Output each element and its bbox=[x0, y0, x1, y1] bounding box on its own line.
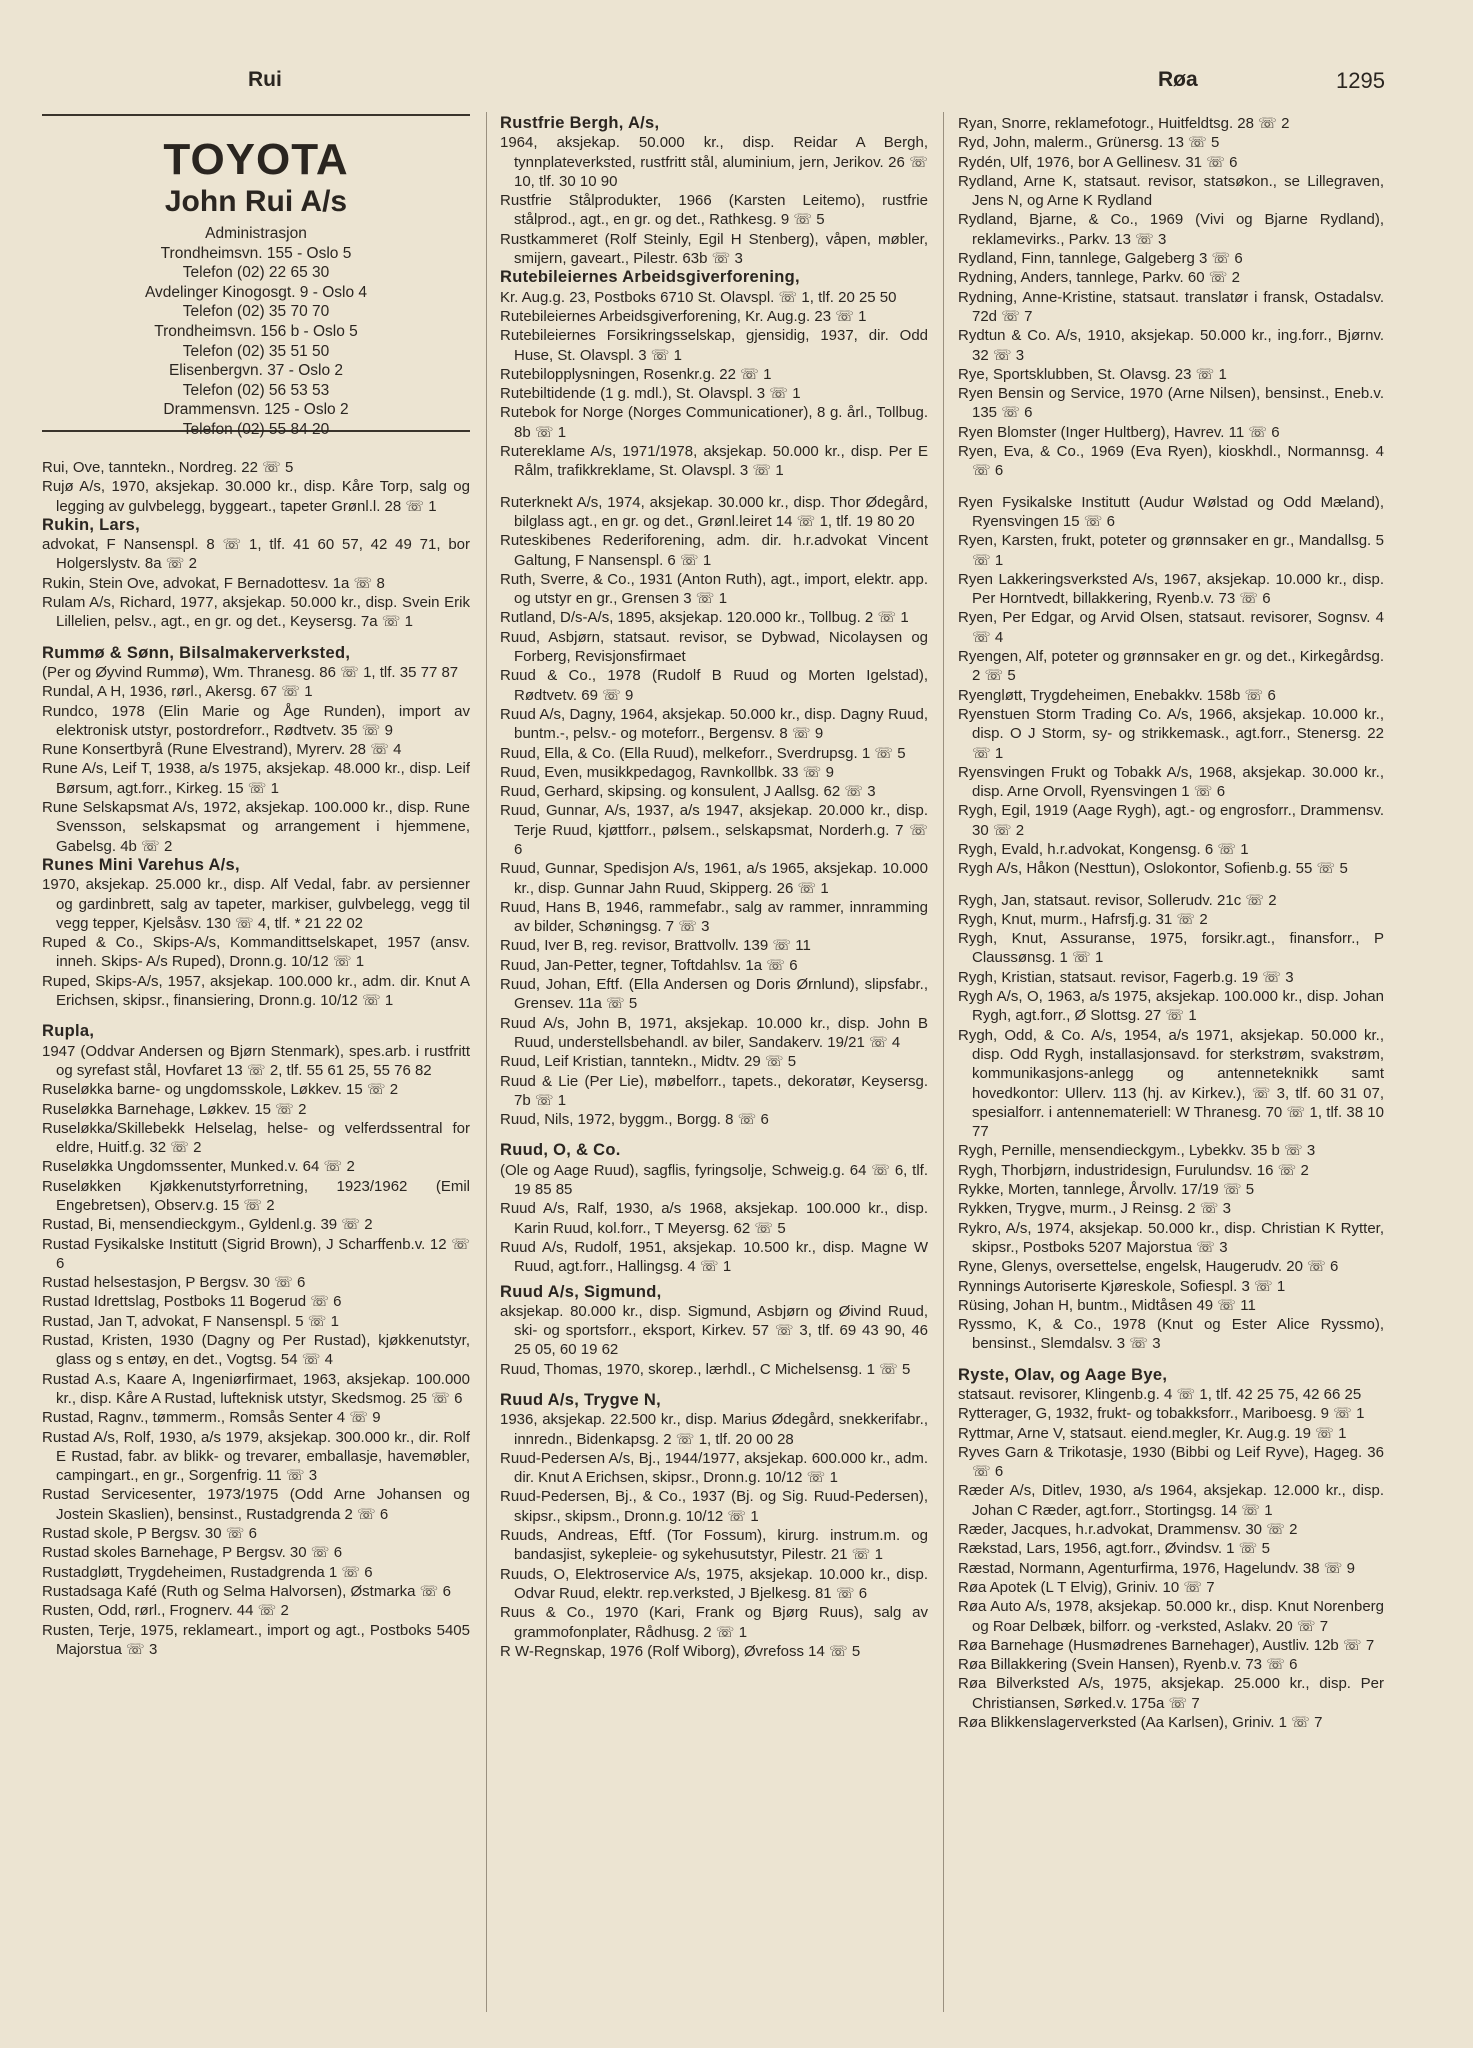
directory-entry: Ruseløkka Ungdomssenter, Munked.v. 64 ☏ 2 bbox=[42, 1158, 355, 1176]
directory-entry: 1964, aksjekap. 50.000 kr., disp. Reidar A Bergh, tynnplateverksted, rustfritt stål, aluminium, jern, Jerikov. 26 ☏ 10, tlf. 30 10 90 bbox=[500, 134, 928, 190]
directory-entry: Rukin, Stein Ove, advokat, F Bernadottesv. 1a ☏ 8 bbox=[42, 574, 385, 592]
directory-entry: Ruseløkka Barnehage, Løkkev. 15 ☏ 2 bbox=[42, 1100, 307, 1118]
directory-entry: Rustfrie Stålprodukter, 1966 (Karsten Leitemo), rustfrie stålprod., agt., en gr. og det., Rathkesg. 9 ☏ 5 bbox=[500, 192, 928, 229]
entry-spacer bbox=[500, 481, 928, 493]
entry-spacer bbox=[500, 1379, 928, 1391]
entry-spacer bbox=[958, 879, 1384, 891]
directory-entry: Ruterknekt A/s, 1974, aksjekap. 30.000 kr., disp. Thor Ødegård, bilglass agt., en gr. og det., Grønl.leiret 14 ☏ 1, tlf. 19 80 20 bbox=[500, 493, 928, 530]
directory-entry: Rykke, Morten, tannlege, Årvollv. 17/19 ☏ 5 bbox=[958, 1181, 1255, 1199]
directory-entry: Røa Auto A/s, 1978, aksjekap. 50.000 kr., disp. Knut Norenberg og Roar Delbæk, bilforr. og -verksted, Aslakv. 20 ☏ 7 bbox=[958, 1598, 1384, 1635]
directory-entry: Ryne, Glenys, oversettelse, engelsk, Haugerudv. 20 ☏ 6 bbox=[958, 1258, 1339, 1276]
directory-entry: Rygh, Jan, statsaut. revisor, Sollerudv. 21c ☏ 2 bbox=[958, 891, 1277, 909]
directory-entry: Ruuds, O, Elektroservice A/s, 1975, aksjekap. 10.000 kr., disp. Odvar Ruud, elektr. rep.verksted, J Bjelkesg. 81 ☏ 6 bbox=[500, 1565, 928, 1602]
directory-entry: Rujø A/s, 1970, aksjekap. 30.000 kr., disp. Kåre Torp, salg og legging av gulvbelegg, byggeart., tapeter Grønl.l. 28 ☏ 1 bbox=[42, 478, 470, 515]
directory-entry: Ruud-Pedersen A/s, Bj., 1944/1977, aksjekap. 600.000 kr., adm. dir. Knut A Erichsen, skipsr., Dronn.g. 10/12 ☏ 1 bbox=[500, 1449, 928, 1487]
directory-entry: Rustad A/s, Rolf, 1930, a/s 1979, aksjekap. 300.000 kr., dir. Rolf E Rustad, fabr. av blikk- og trevarer, emballasje, havemøbler, campingart., en gr., Sorgenfrig. 11 ☏ 3 bbox=[42, 1428, 470, 1485]
directory-entry: Rulam A/s, Richard, 1977, aksjekap. 50.000 kr., disp. Svein Erik Lillelien, pelsv., agt., en gr. og det., Keysersg. 7a ☏ 1 bbox=[42, 594, 470, 631]
directory-heading: Rukin, Lars, bbox=[42, 515, 141, 534]
directory-entry: Rydtun & Co. A/s, 1910, aksjekap. 50.000 kr., ing.forr., Bjørnv. 32 ☏ 3 bbox=[958, 327, 1384, 364]
directory-entry: Rydning, Anders, tannlege, Parkv. 60 ☏ 2 bbox=[958, 269, 1240, 287]
directory-entry: 1970, aksjekap. 25.000 kr., disp. Alf Vedal, fabr. av persienner og gardinbrett, salg av tapeter, markiser, gulvbelegg, vegg til vegg tepper, Kjelsåsv. 130 ☏ 4, tlf. * 21 22 02 bbox=[42, 876, 470, 932]
directory-entry: Ruud, Asbjørn, statsaut. revisor, se Dybwad, Nicolaysen og Forberg, Revisjonsfirmaet bbox=[500, 628, 928, 666]
entry-spacer bbox=[958, 481, 1384, 493]
directory-entry: Røa Blikkenslagerverksted (Aa Karlsen), Griniv. 1 ☏ 7 bbox=[958, 1714, 1323, 1732]
ad-line: Telefon (02) 35 70 70 bbox=[182, 303, 330, 321]
directory-entry: Rutebileiernes Forsikringsselskap, gjensidig, 1937, dir. Odd Huse, St. Olavspl. 3 ☏ 1 bbox=[500, 327, 928, 364]
directory-entry: Rusten, Terje, 1975, reklameart., import og agt., Postboks 5405 Majorstua ☏ 3 bbox=[42, 1621, 470, 1658]
directory-entry: R W-Regnskap, 1976 (Rolf Wiborg), Øvrefoss 14 ☏ 5 bbox=[500, 1642, 861, 1660]
column-divider bbox=[943, 112, 944, 2012]
directory-entry: Rækstad, Lars, 1956, agt.forr., Øvindsv. 1 ☏ 5 bbox=[958, 1540, 1270, 1558]
directory-entry: Ruud, Gunnar, A/s, 1937, a/s 1947, aksjekap. 20.000 kr., disp. Terje Ruud, kjøttforr., pølsem., selskapsmat, Norderh.g. 7 ☏ 6 bbox=[500, 802, 928, 858]
directory-entry: Rytterager, G, 1932, frukt- og tobakksforr., Mariboesg. 9 ☏ 1 bbox=[958, 1405, 1365, 1423]
directory-entry: Rutebileiernes Arbeidsgiverforening, Kr. Aug.g. 23 ☏ 1 bbox=[500, 307, 867, 325]
directory-entry: Rygh, Thorbjørn, industridesign, Furulundsv. 16 ☏ 2 bbox=[958, 1161, 1309, 1179]
directory-entry: Ruped & Co., Skips-A/s, Kommandittselskapet, 1957 (ansv. inneh. Skips- A/s Ruped), Dronn.g. 10/12 ☏ 1 bbox=[42, 934, 470, 971]
directory-entry: Ryen Blomster (Inger Hultberg), Havrev. 11 ☏ 6 bbox=[958, 423, 1280, 441]
directory-entry: Ruud, Thomas, 1970, skorep., lærhdl., C Michelsensg. 1 ☏ 5 bbox=[500, 1360, 911, 1378]
ad-line: Telefon (02) 22 65 30 bbox=[182, 264, 330, 282]
directory-entry: Rygh, Pernille, mensendieckgym., Lybekkv. 35 b ☏ 3 bbox=[958, 1142, 1316, 1160]
directory-entry: 1936, aksjekap. 22.500 kr., disp. Marius Ødegård, snekkerifabr., innredn., Bidenkapsg. 2 ☏ 1, tlf. 20 00 28 bbox=[500, 1411, 928, 1448]
column-2-entries bbox=[500, 114, 928, 1661]
directory-entry: Rustad helsestasjon, P Bergsv. 30 ☏ 6 bbox=[42, 1274, 306, 1292]
entry-spacer bbox=[42, 1010, 470, 1022]
directory-entry: 1947 (Oddvar Andersen og Bjørn Stenmark), spes.arb. i rustfritt og syrefast stål, Hovfaret 13 ☏ 2, tlf. 55 61 25, 55 76 82 bbox=[42, 1042, 470, 1079]
directory-entry: (Per og Øyvind Rummø), Wm. Thranesg. 86 ☏ 1, tlf. 35 77 87 bbox=[42, 663, 459, 681]
directory-entry: Ryen Lakkeringsverksted A/s, 1967, aksjekap. 10.000 kr., disp. Per Horntvedt, billakkering, Ryenb.v. 73 ☏ 6 bbox=[958, 570, 1384, 608]
directory-entry: Rygh, Odd, & Co. A/s, 1954, a/s 1971, aksjekap. 50.000 kr., disp. Odd Rygh, installasjonsavd. for sterkstrøm, svakstrøm, kommunikasjons-anlegg og antenneteknikk samt hovedkontor: Ullerv. 113 (hj. av Kirkev.), ☏ 3, tlf. 60 31 07, spesialforr. i antennemateriell: W Thranesg. 70 ☏ 1, tlf. 38 10 77 bbox=[958, 1026, 1384, 1141]
directory-entry: Rüsing, Johan H, buntm., Midtåsen 49 ☏ 11 bbox=[958, 1296, 1256, 1314]
directory-entry: aksjekap. 80.000 kr., disp. Sigmund, Asbjørn og Øivind Ruud, ski- og sportsforr., eksport, Kirkev. 57 ☏ 3, tlf. 69 43 90, 46 25 05, 60 19 62 bbox=[500, 1302, 928, 1359]
entry-spacer bbox=[500, 1129, 928, 1141]
directory-entry: Rustad, Ragnv., tømmerm., Romsås Senter 4 ☏ 9 bbox=[42, 1409, 381, 1427]
entry-spacer bbox=[958, 1354, 1384, 1366]
column-divider bbox=[486, 112, 487, 2012]
directory-entry: Rusten, Odd, rørl., Frognerv. 44 ☏ 2 bbox=[42, 1602, 289, 1620]
directory-entry: Ruud, Nils, 1972, byggm., Borgg. 8 ☏ 6 bbox=[500, 1111, 769, 1129]
column-1-entries bbox=[42, 458, 470, 1659]
directory-entry: Ryd, John, malerm., Grünersg. 13 ☏ 5 bbox=[958, 134, 1220, 152]
directory-entry: Ruud & Co., 1978 (Rudolf B Ruud og Morten Igelstad), Rødtvetv. 69 ☏ 9 bbox=[500, 667, 928, 704]
directory-entry: Røa Apotek (L T Elvig), Griniv. 10 ☏ 7 bbox=[958, 1578, 1215, 1596]
entry-spacer bbox=[42, 632, 470, 644]
directory-entry: Ruud-Pedersen, Bj., & Co., 1937 (Bj. og Sig. Ruud-Pedersen), skipsr., skipsm., Dronn.g. 10/12 ☏ 1 bbox=[500, 1488, 928, 1525]
toyota-advertisement bbox=[42, 114, 470, 438]
directory-entry: Rutebok for Norge (Norges Communicationer), 8 g. årl., Tollbug. 8b ☏ 1 bbox=[500, 404, 928, 441]
page-number: 1295 bbox=[1336, 68, 1385, 93]
directory-entry: Rundco, 1978 (Elin Marie og Åge Runden), import av elektronisk utstyr, postordreforr., Rødtvetv. 35 ☏ 9 bbox=[42, 702, 470, 739]
directory-entry: Kr. Aug.g. 23, Postboks 6710 St. Olavspl. ☏ 1, tlf. 20 25 50 bbox=[500, 288, 897, 306]
directory-entry: Rustkammeret (Rolf Steinly, Egil H Stenberg), våpen, møbler, smijern, gaveart., Pilestr. 63b ☏ 3 bbox=[500, 230, 928, 268]
directory-entry: Ruus & Co., 1970 (Kari, Frank og Bjørg Ruus), salg av grammofonplater, Rådhusg. 2 ☏ 1 bbox=[500, 1604, 928, 1641]
directory-entry: Rydén, Ulf, 1976, bor A Gellinesv. 31 ☏ 6 bbox=[958, 153, 1238, 171]
column-3 bbox=[958, 114, 1384, 1994]
directory-entry: Ryen Fysikalske Institutt (Audur Wølstad og Odd Mæland), Ryensvingen 15 ☏ 6 bbox=[958, 493, 1384, 530]
ad-line: Trondheimsvn. 156 b - Oslo 5 bbox=[154, 322, 358, 340]
directory-entry: Ruud, Gerhard, skipsing. og konsulent, J Aallsg. 62 ☏ 3 bbox=[500, 783, 876, 801]
directory-entry: Rustad skoles Barnehage, P Bergsv. 30 ☏ 6 bbox=[42, 1544, 343, 1562]
directory-heading: Ruud, O, & Co. bbox=[500, 1141, 621, 1160]
directory-entry: Rydland, Arne K, statsaut. revisor, statsøkon., se Lillegraven, Jens N, og Arne K Rydland bbox=[958, 172, 1384, 210]
ad-line: Elisenbergvn. 37 - Oslo 2 bbox=[168, 362, 344, 380]
directory-entry: Ryves Garn & Trikotasje, 1930 (Bibbi og Leif Ryve), Hageg. 36 ☏ 6 bbox=[958, 1443, 1384, 1481]
directory-entry: Ruuds, Andreas, Eftf. (Tor Fossum), kirurg. instrum.m. og bandasjist, sykepleie- og sykehusutstyr, Pilestr. 21 ☏ 1 bbox=[500, 1527, 928, 1564]
directory-entry: Ryssmo, K, & Co., 1978 (Knut og Ester Alice Ryssmo), bensinst., Slemdalsv. 3 ☏ 3 bbox=[958, 1316, 1384, 1353]
directory-entry: Ruseløkken Kjøkkenutstyrforretning, 1923/1962 (Emil Engebretsen), Observ.g. 15 ☏ 2 bbox=[42, 1177, 470, 1214]
ad-line: Telefon (02) 56 53 53 bbox=[182, 381, 330, 399]
header-left-word: Rui bbox=[248, 68, 282, 91]
directory-entry: Rydning, Anne-Kristine, statsaut. translatør i fransk, Ostadalsv. 72d ☏ 7 bbox=[958, 288, 1384, 325]
directory-entry: Ræder A/s, Ditlev, 1930, a/s 1964, aksjekap. 12.000 kr., disp. Johan C Ræder, agt.forr., Stortingsg. 14 ☏ 1 bbox=[958, 1482, 1384, 1519]
directory-entry: Ruud, Leif Kristian, tanntekn., Midtv. 29 ☏ 5 bbox=[500, 1053, 797, 1071]
directory-entry: Ryensvingen Frukt og Tobakk A/s, 1968, aksjekap. 30.000 kr., disp. Arne Orvoll, Ryensvingen 1 ☏ 6 bbox=[958, 763, 1384, 801]
directory-entry: Rustadsaga Kafé (Ruth og Selma Halvorsen), Østmarka ☏ 6 bbox=[42, 1582, 451, 1600]
directory-entry: Rutebiltidende (1 g. mdl.), St. Olavspl. 3 ☏ 1 bbox=[500, 385, 801, 403]
directory-entry: Ryan, Snorre, reklamefotogr., Huitfeldtsg. 28 ☏ 2 bbox=[958, 115, 1290, 132]
directory-entry: Rygh A/s, Håkon (Nesttun), Oslokontor, Sofienb.g. 55 ☏ 5 bbox=[958, 860, 1348, 878]
directory-entry: Ruud, Even, musikkpedagog, Ravnkollbk. 33 ☏ 9 bbox=[500, 763, 834, 781]
directory-entry: Rundal, A H, 1936, rørl., Akersg. 67 ☏ 1 bbox=[42, 683, 313, 701]
directory-entry: Rygh, Evald, h.r.advokat, Kongensg. 6 ☏ 1 bbox=[958, 840, 1249, 858]
column-1 bbox=[42, 114, 470, 1994]
directory-heading: Rummø & Sønn, Bilsalmakerverksted, bbox=[42, 643, 351, 662]
directory-heading: Rustfrie Bergh, A/s, bbox=[500, 114, 660, 132]
directory-entry: Ræstad, Normann, Agenturfirma, 1976, Hagelundv. 38 ☏ 9 bbox=[958, 1559, 1356, 1577]
directory-entry: Rygh, Kristian, statsaut. revisor, Fagerb.g. 19 ☏ 3 bbox=[958, 968, 1294, 986]
directory-entry: Ruud, Jan-Petter, tegner, Toftdahlsv. 1a ☏ 6 bbox=[500, 956, 798, 974]
directory-heading: Rupla, bbox=[42, 1022, 95, 1041]
directory-entry: Ruseløkka/Skillebekk Helselag, helse- og velferdssentral for eldre, Huitf.g. 32 ☏ 2 bbox=[42, 1119, 470, 1157]
header-right-word: Røa bbox=[1158, 68, 1198, 91]
directory-entry: Ruud A/s, John B, 1971, aksjekap. 10.000 kr., disp. John B Ruud, understellsbehandl. av biler, Sandakerv. 19/21 ☏ 4 bbox=[500, 1014, 928, 1051]
directory-entry: Ryen, Karsten, frukt, poteter og grønnsaker en gr., Mandallsg. 5 ☏ 1 bbox=[958, 532, 1384, 569]
directory-entry: Røa Barnehage (Husmødrenes Barnehager), Austliv. 12b ☏ 7 bbox=[958, 1636, 1375, 1654]
directory-entry: Rustad, Bi, mensendieckgym., Gyldenl.g. 39 ☏ 2 bbox=[42, 1216, 373, 1234]
directory-entry: Røa Billakkering (Svein Hansen), Ryenb.v. 73 ☏ 6 bbox=[958, 1656, 1298, 1674]
directory-entry: Ryengløtt, Trygdeheimen, Enebakkv. 158b ☏ 6 bbox=[958, 686, 1276, 704]
ad-line: Avdelinger Kinogosgt. 9 - Oslo 4 bbox=[144, 283, 367, 301]
ad-company: John Rui A/s bbox=[164, 185, 348, 218]
directory-entry: Ruped, Skips-A/s, 1957, aksjekap. 100.000 kr., adm. dir. Knut A Erichsen, skipsr., finansiering, Dronn.g. 10/12 ☏ 1 bbox=[42, 972, 470, 1010]
directory-entry: Rustad Idrettslag, Postboks 11 Bogerud ☏ 6 bbox=[42, 1293, 342, 1311]
ad-line: Telefon (02) 35 51 50 bbox=[182, 342, 330, 360]
directory-entry: Ruth, Sverre, & Co., 1931 (Anton Ruth), agt., import, elektr. app. og utstyr en gr., Grensen 3 ☏ 1 bbox=[500, 570, 928, 608]
directory-entry: Rydland, Bjarne, & Co., 1969 (Vivi og Bjarne Rydland), reklamevirks., Parkv. 13 ☏ 3 bbox=[958, 211, 1384, 248]
directory-entry: Ryen, Eva, & Co., 1969 (Eva Ryen), kioskhdl., Normannsg. 4 ☏ 6 bbox=[958, 443, 1384, 480]
directory-entry: Rynnings Autoriserte Kjøreskole, Sofiespl. 3 ☏ 1 bbox=[958, 1277, 1286, 1295]
directory-entry: Rune Konsertbyrå (Rune Elvestrand), Myrerv. 28 ☏ 4 bbox=[42, 741, 402, 759]
directory-entry: Ruud A/s, Ralf, 1930, a/s 1968, aksjekap. 100.000 kr., disp. Karin Ruud, kol.forr., T Meyersg. 62 ☏ 5 bbox=[500, 1200, 928, 1237]
directory-entry: Rydland, Finn, tannlege, Galgeberg 3 ☏ 6 bbox=[958, 250, 1243, 268]
directory-heading: Rutebileiernes Arbeidsgiverforening, bbox=[500, 268, 800, 287]
directory-entry: Ryenstuen Storm Trading Co. A/s, 1966, aksjekap. 10.000 kr., disp. O J Storm, sy- og strikkemask., agt.forr., Stenersg. 22 ☏ 1 bbox=[958, 705, 1384, 762]
directory-heading: Ryste, Olav, og Aage Bye, bbox=[958, 1365, 1168, 1384]
ad-line: Telefon (02) 55 84 20 bbox=[182, 420, 330, 438]
directory-entry: Ruud & Lie (Per Lie), møbelforr., tapets., dekoratør, Keysersg. 7b ☏ 1 bbox=[500, 1072, 928, 1109]
directory-entry: Ruud, Hans B, 1946, rammefabr., salg av rammer, innramming av bilder, Schøningsg. 7 ☏ 3 bbox=[500, 898, 928, 936]
ad-line: Administrasjon bbox=[205, 225, 307, 242]
directory-entry: Rutland, D/s-A/s, 1895, aksjekap. 120.000 kr., Tollbug. 2 ☏ 1 bbox=[500, 609, 909, 627]
directory-entry: Røa Bilverksted A/s, 1975, aksjekap. 25.000 kr., disp. Per Christiansen, Sørked.v. 175a ☏ 7 bbox=[958, 1675, 1384, 1712]
directory-entry: Ruteskibenes Rederiforening, adm. dir. h.r.advokat Vincent Galtung, F Nansenspl. 6 ☏ 1 bbox=[500, 532, 928, 569]
directory-entry: statsaut. revisorer, Klingenb.g. 4 ☏ 1, tlf. 42 25 75, 42 66 25 bbox=[958, 1386, 1362, 1403]
directory-heading: Ruud A/s, Sigmund, bbox=[500, 1282, 662, 1301]
directory-entry: Rykro, A/s, 1974, aksjekap. 50.000 kr., disp. Christian K Rytter, skipsr., Postboks 5207 Majorstua ☏ 3 bbox=[958, 1219, 1384, 1256]
directory-entry: Ryen Bensin og Service, 1970 (Arne Nilsen), bensinst., Eneb.v. 135 ☏ 6 bbox=[958, 385, 1384, 422]
directory-entry: advokat, F Nansenspl. 8 ☏ 1, tlf. 41 60 57, 42 49 71, bor Holgerslystv. 8a ☏ 2 bbox=[42, 536, 470, 573]
directory-entry: Rygh, Egil, 1919 (Aage Rygh), agt.- og engrosforr., Drammensv. 30 ☏ 2 bbox=[958, 802, 1384, 839]
directory-entry: Rustad Fysikalske Institutt (Sigrid Brown), J Scharffenb.v. 12 ☏ 6 bbox=[42, 1235, 470, 1272]
ad-brand: TOYOTA bbox=[163, 135, 349, 184]
directory-entry: Rustad Servicesenter, 1973/1975 (Odd Arne Johansen og Jostein Skaslien), bensinst., Rustadgrenda 2 ☏ 6 bbox=[42, 1486, 470, 1523]
directory-entry: Ruud, Iver B, reg. revisor, Brattvollv. 139 ☏ 11 bbox=[500, 937, 811, 955]
directory-entry: Ruud A/s, Rudolf, 1951, aksjekap. 10.500 kr., disp. Magne W Ruud, agt.forr., Hallingsg. 4 ☏ 1 bbox=[500, 1238, 928, 1276]
directory-entry: Rustad A.s, Kaare A, Ingeniørfirmaet, 1963, aksjekap. 100.000 kr., disp. Kåre A Rustad, lufteknisk utstyr, Skedsmog. 25 ☏ 6 bbox=[42, 1370, 470, 1407]
ad-line: Drammensvn. 125 - Oslo 2 bbox=[163, 401, 349, 419]
column-2 bbox=[500, 114, 928, 1994]
directory-entry: Ruud, Johan, Eftf. (Ella Andersen og Doris Ørnlund), slipsfabr., Grensev. 11a ☏ 5 bbox=[500, 976, 928, 1013]
directory-entry: Ryttmar, Arne V, statsaut. eiend.megler, Kr. Aug.g. 19 ☏ 1 bbox=[958, 1424, 1347, 1442]
column-3-entries bbox=[958, 114, 1384, 1732]
directory-entry: Rui, Ove, tanntekn., Nordreg. 22 ☏ 5 bbox=[42, 459, 294, 476]
directory-entry: Rygh, Knut, murm., Hafrsfj.g. 31 ☏ 2 bbox=[958, 910, 1208, 928]
directory-entry: Ruud, Ella, & Co. (Ella Ruud), melkeforr., Sverdrupsg. 1 ☏ 5 bbox=[500, 744, 906, 762]
directory-entry: Rygh A/s, O, 1963, a/s 1975, aksjekap. 100.000 kr., disp. Johan Rygh, agt.forr., Ø Slottsg. 27 ☏ 1 bbox=[958, 988, 1384, 1025]
directory-entry: Rustad skole, P Bergsv. 30 ☏ 6 bbox=[42, 1525, 257, 1543]
directory-entry: Rune A/s, Leif T, 1938, a/s 1975, aksjekap. 48.000 kr., disp. Leif Børsum, agt.forr., Kirkeg. 15 ☏ 1 bbox=[42, 760, 470, 797]
directory-entry: Rutebilopplysningen, Rosenkr.g. 22 ☏ 1 bbox=[500, 365, 772, 383]
directory-entry: Rustad, Kristen, 1930 (Dagny og Per Rustad), kjøkkenutstyr, glass og s entøy, en det., Vogtsg. 54 ☏ 4 bbox=[42, 1332, 470, 1369]
directory-entry: Ryengen, Alf, poteter og grønnsaker en gr. og det., Kirkegårdsg. 2 ☏ 5 bbox=[958, 648, 1384, 685]
directory-entry: Rygh, Knut, Assuranse, 1975, forsikr.agt., finansforr., P Claussønsg. 1 ☏ 1 bbox=[958, 930, 1384, 967]
page-header bbox=[0, 68, 1473, 108]
directory-entry: Ræder, Jacques, h.r.advokat, Drammensv. 30 ☏ 2 bbox=[958, 1521, 1298, 1539]
directory-entry: Rune Selskapsmat A/s, 1972, aksjekap. 100.000 kr., disp. Rune Svensson, selskapsmat og arrangement i hjemmene, Gabelsg. 4b ☏ 2 bbox=[42, 799, 470, 855]
directory-entry: Rustadgløtt, Trygdeheimen, Rustadgrenda 1 ☏ 6 bbox=[42, 1563, 373, 1581]
directory-entry: Rutereklame A/s, 1971/1978, aksjekap. 50.000 kr., disp. Per E Rålm, trafikkreklame, St. Olavspl. 3 ☏ 1 bbox=[500, 443, 928, 480]
directory-entry: (Ole og Aage Ruud), sagflis, fyringsolje, Schweig.g. 64 ☏ 6, tlf. 19 85 85 bbox=[500, 1161, 928, 1199]
directory-entry: Ruud A/s, Dagny, 1964, aksjekap. 50.000 kr., disp. Dagny Ruud, buntm.-, pelsv.- og moteforr., Bergensv. 8 ☏ 9 bbox=[500, 705, 928, 743]
directory-entry: Ruseløkka barne- og ungdomsskole, Løkkev. 15 ☏ 2 bbox=[42, 1081, 399, 1099]
directory-entry: Rye, Sportsklubben, St. Olavsg. 23 ☏ 1 bbox=[958, 365, 1227, 383]
directory-heading: Runes Mini Varehus A/s, bbox=[42, 855, 240, 874]
directory-entry: Ryen, Per Edgar, og Arvid Olsen, statsaut. revisorer, Sognsv. 4 ☏ 4 bbox=[958, 609, 1384, 646]
directory-entry: Ruud, Gunnar, Spedisjon A/s, 1961, a/s 1965, aksjekap. 10.000 kr., disp. Gunnar Jahn Ruud, Skipperg. 26 ☏ 1 bbox=[500, 860, 928, 897]
directory-entry: Rustad, Jan T, advokat, F Nansenspl. 5 ☏ 1 bbox=[42, 1312, 339, 1330]
directory-heading: Ruud A/s, Trygve N, bbox=[500, 1391, 661, 1409]
directory-entry: Rykken, Trygve, murm., J Reinsg. 2 ☏ 3 bbox=[958, 1200, 1232, 1218]
ad-line: Trondheimsvn. 155 - Oslo 5 bbox=[160, 244, 352, 262]
